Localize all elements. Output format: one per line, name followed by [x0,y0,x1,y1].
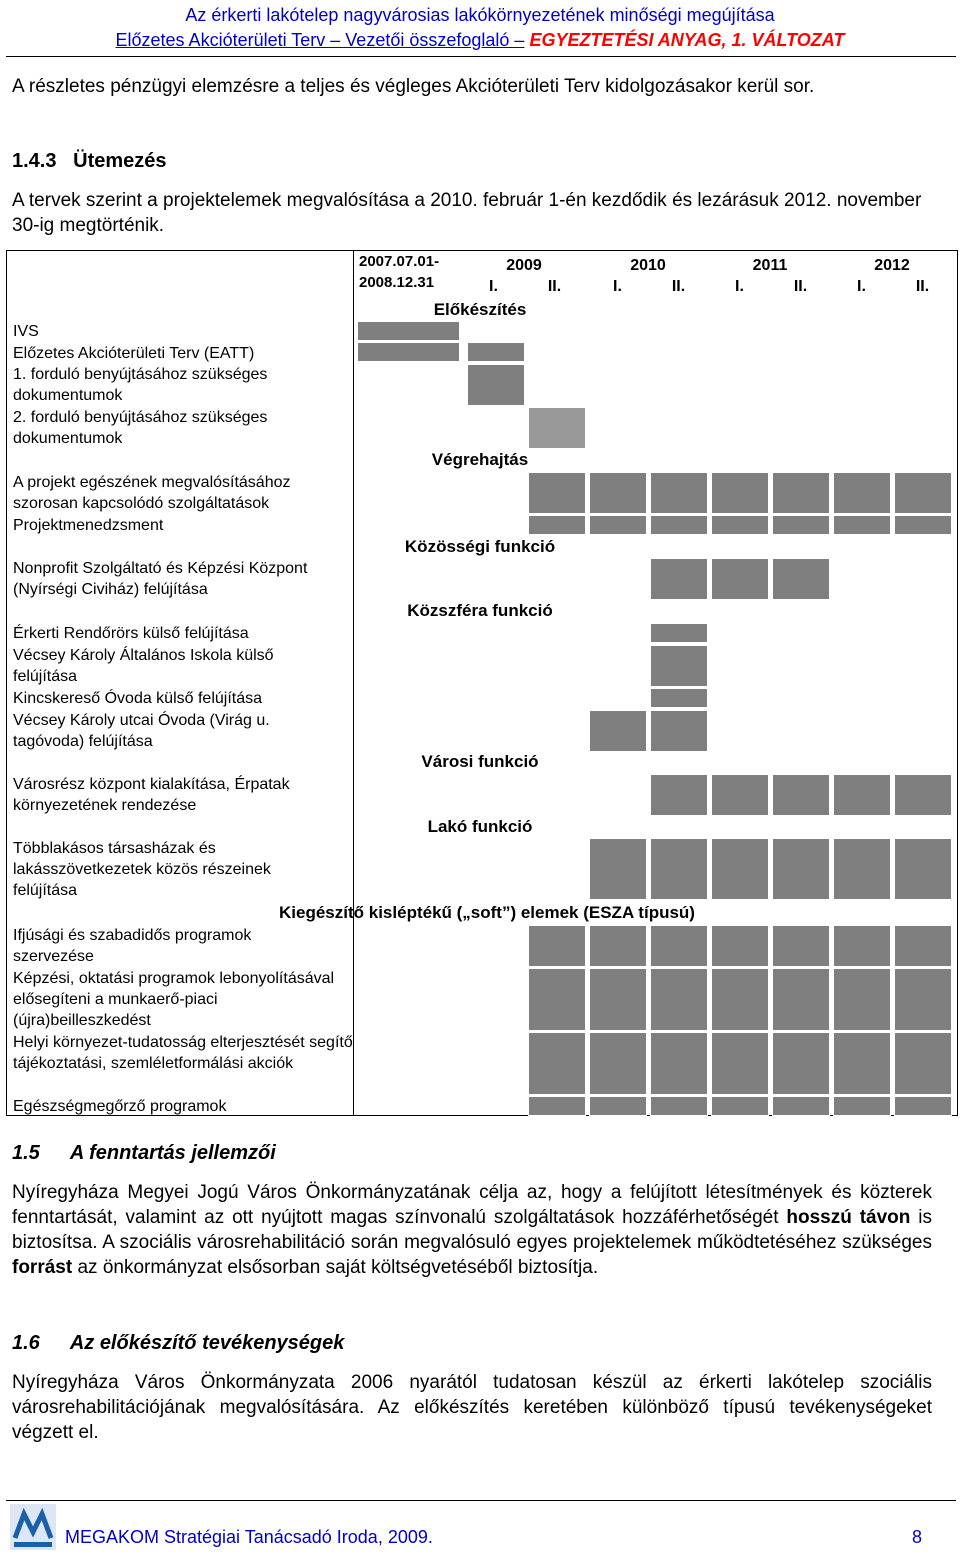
section-header-kiegeszito: Kiegészítő kisléptékű („soft”) elemek (ESZA típusú) [279,903,695,922]
bar-projekt [650,472,708,514]
bar-projektmenedzsment [589,515,647,535]
row-label-vecsey-iskola: Vécsey Károly Általános Iskola külső felújítása [13,647,274,685]
bar-fordulo1 [467,364,525,406]
bar-projekt [711,472,769,514]
bar-egeszseg [711,1096,769,1116]
text-part: az önkormányzat elsősorban saját költségvetéséből biztosítja. [77,1257,599,1278]
document-header-title: Az érkerti lakótelep nagyvárosias lakókörnyezetének minőségi megújítása [185,5,775,25]
section-title: Az előkészítő tevékenységek [69,1332,345,1354]
header-status-label: EGYEZTETÉSI ANYAG, 1. VÁLTOZAT [529,30,845,50]
bar-tobblakasos [711,838,769,900]
year-2011: 2011 [752,257,788,274]
row-label-vecsey-ovoda: Vécsey Károly utcai Óvoda (Virág u. tagóvoda) felújítása [13,712,270,750]
bar-helyi [528,1032,586,1095]
row-label-rendorors: Érkerti Rendőrörs külső felújítása [13,625,249,642]
bar-projektmenedzsment [528,515,586,535]
bar-ifjusagi [528,925,586,967]
bar-egeszseg [772,1096,830,1116]
section-title: A fenntartás jellemzői [69,1142,276,1164]
bar-rendorors [650,623,708,643]
intro-paragraph: A részletes pénzügyi elemzésre a teljes és végleges Akcióterületi Terv kidolgozásakor kerül sor. [12,76,815,97]
bar-tobblakasos [650,838,708,900]
bar-kepzesi [528,968,586,1031]
row-label-varosresz: Városrész központ kialakítása, Érpatak környezetének rendezése [13,776,290,814]
bar-helyi [589,1032,647,1095]
section-1-5-heading [12,1142,276,1165]
row-label-fordulo1: 1. forduló benyújtásához szükséges dokumentumok [13,366,268,404]
bar-eatt [357,342,460,362]
row-label-tobblakasos: Többlakásos társasházak és lakásszövetkezetek közös részeinek felújítása [13,840,271,899]
bar-projektmenedzsment [894,515,952,535]
bar-ifjusagi [772,925,830,967]
bar-helyi [833,1032,891,1095]
section-number: 1.4.3 [12,150,57,172]
page-number: 8 [911,1527,922,1547]
document-header-subtitle [0,29,960,51]
bar-tobblakasos [589,838,647,900]
year-2010: 2010 [630,257,666,274]
bar-kepzesi [589,968,647,1031]
bar-ifjusagi [894,925,952,967]
bar-kepzesi [772,968,830,1031]
year-2012: 2012 [874,257,910,274]
section-title: Ütemezés [73,150,167,172]
section-1-5-text [12,1180,932,1280]
bar-eatt [467,342,525,362]
bar-kepzesi [711,968,769,1031]
row-label-ivs: IVS [13,323,39,340]
megakom-logo-icon [10,1504,56,1550]
bar-tobblakasos [772,838,830,900]
bar-projektmenedzsment [711,515,769,535]
section-number: 1.6 [12,1332,40,1354]
half-label: II. [793,278,808,295]
row-label-ifjusagi: Ifjúsági és szabadidős programok szervezése [13,927,252,965]
half-label: I. [489,278,498,295]
emphasis: hosszú távon [786,1207,911,1228]
row-label-fordulo2: 2. forduló benyújtásához szükséges dokumentumok [13,409,268,447]
row-label-kincskereso: Kincskereső Óvoda külső felújítása [13,690,263,707]
bar-varosresz [711,774,769,816]
bar-kepzesi [894,968,952,1031]
bar-projekt [528,472,586,514]
section-header-elokeszites: Előkészítés [433,300,527,319]
row-label-nonprofit: Nonprofit Szolgáltató és Képzési Központ (Nyírségi Civiház) felújítása [13,560,308,598]
row-label-eatt: Előzetes Akcióterületi Terv (EATT) [13,345,255,362]
bar-helyi [894,1032,952,1095]
bar-kepzesi [650,968,708,1031]
bar-vecsey-ovoda [650,710,708,752]
text-part: is biztosítsa. A szociális városrehabilitáció során megvalósuló egyes projektelemek működtetéséhez szükséges [12,1207,933,1253]
half-label: I. [857,278,866,295]
bar-projekt [589,472,647,514]
section-header-kozossegi: Közösségi funkció [404,537,556,556]
half-label: I. [735,278,744,295]
bar-tobblakasos [894,838,952,900]
year-2009: 2009 [506,257,542,274]
bar-projekt [894,472,952,514]
row-label-projekt: A projekt egészének megvalósításához szorosan kapcsolódó szolgáltatások [13,474,291,512]
text-part: Nyíregyháza Megyei Jogú Város Önkormányzatának célja az, hogy a felújított létesítmények és közterek fenntartását, valamint az ott nyújtott magas színvonalú szolgáltatások hozzáférhetőségét [12,1182,932,1228]
bar-ifjusagi [711,925,769,967]
bar-nonprofit [772,558,830,600]
row-label-helyi: Helyi környezet-tudatosság elterjesztését segítő tájékoztatási, szemléletformálási akciók [13,1034,353,1072]
first-period-start: 2007.07.01- [359,253,440,270]
first-period-header [359,251,459,293]
row-label-egeszseg: Egészségmegőrző programok [13,1098,227,1115]
bar-egeszseg [650,1096,708,1116]
bar-projektmenedzsment [650,515,708,535]
bar-projektmenedzsment [772,515,830,535]
bar-nonprofit [650,558,708,600]
footer-text: MEGAKOM Stratégiai Tanácsadó Iroda, 2009. [65,1527,433,1547]
section-header-vegrehajtas: Végrehajtás [431,450,529,469]
bar-varosresz [833,774,891,816]
header-subtitle-part: Előzetes Akcióterületi Terv – Vezetői összefoglaló – [115,30,525,50]
bar-ifjusagi [833,925,891,967]
bar-varosresz [650,774,708,816]
bar-kepzesi [833,968,891,1031]
bar-helyi [772,1032,830,1095]
bar-ivs [357,321,460,341]
bar-projekt [833,472,891,514]
bar-helyi [650,1032,708,1095]
bar-projekt [772,472,830,514]
bar-helyi [711,1032,769,1095]
footer-rule [6,1500,956,1501]
section-1-6-heading [12,1332,344,1355]
bar-ifjusagi [650,925,708,967]
bar-vecsey-iskola [650,645,708,687]
bar-egeszseg [528,1096,586,1116]
bar-vecsey-ovoda [589,710,647,752]
section-1-6-text: Nyíregyháza Város Önkormányzata 2006 nyarától tudatosan készül az érkerti lakótelep szociális városrehabilitációjának megvalósítására. Az előkészítés keretében különböző típusú tevékenységeket végzett el. [12,1372,932,1443]
section-header-varosi: Városi funkció [421,752,539,771]
half-label: II. [547,278,562,295]
bar-tobblakasos [833,838,891,900]
bar-fordulo2 [528,407,586,449]
row-label-projektmenedzsment: Projektmenedzsment [13,517,164,534]
bar-egeszseg [894,1096,952,1116]
section-1-4-3-heading [12,150,167,173]
bar-varosresz [772,774,830,816]
bar-ifjusagi [589,925,647,967]
section-header-lako: Lakó funkció [427,817,533,836]
schedule-table [6,250,958,1116]
bar-varosresz [894,774,952,816]
half-label: II. [671,278,686,295]
bar-nonprofit [711,558,769,600]
header-rule [6,56,956,57]
half-label: I. [613,278,622,295]
first-period-end: 2008.12.31 [359,274,435,291]
row-label-kepzesi: Képzési, oktatási programok lebonyolításával elősegíteni a munkaerő-piaci (újra)beilleszkedést [13,970,335,1029]
bar-egeszseg [589,1096,647,1116]
emphasis: forrást [12,1257,73,1278]
section-number: 1.5 [12,1142,40,1164]
bar-kincskereso [650,688,708,708]
bar-egeszseg [833,1096,891,1116]
half-label: II. [915,278,930,295]
column-divider [353,251,354,1115]
section-1-4-3-text: A tervek szerint a projektelemek megvalósítása a 2010. február 1-én kezdődik és lezárásuk 2012. november 30-ig megtörténik. [12,190,922,236]
bar-projektmenedzsment [833,515,891,535]
section-header-kozszfera: Közszféra funkció [407,601,553,620]
